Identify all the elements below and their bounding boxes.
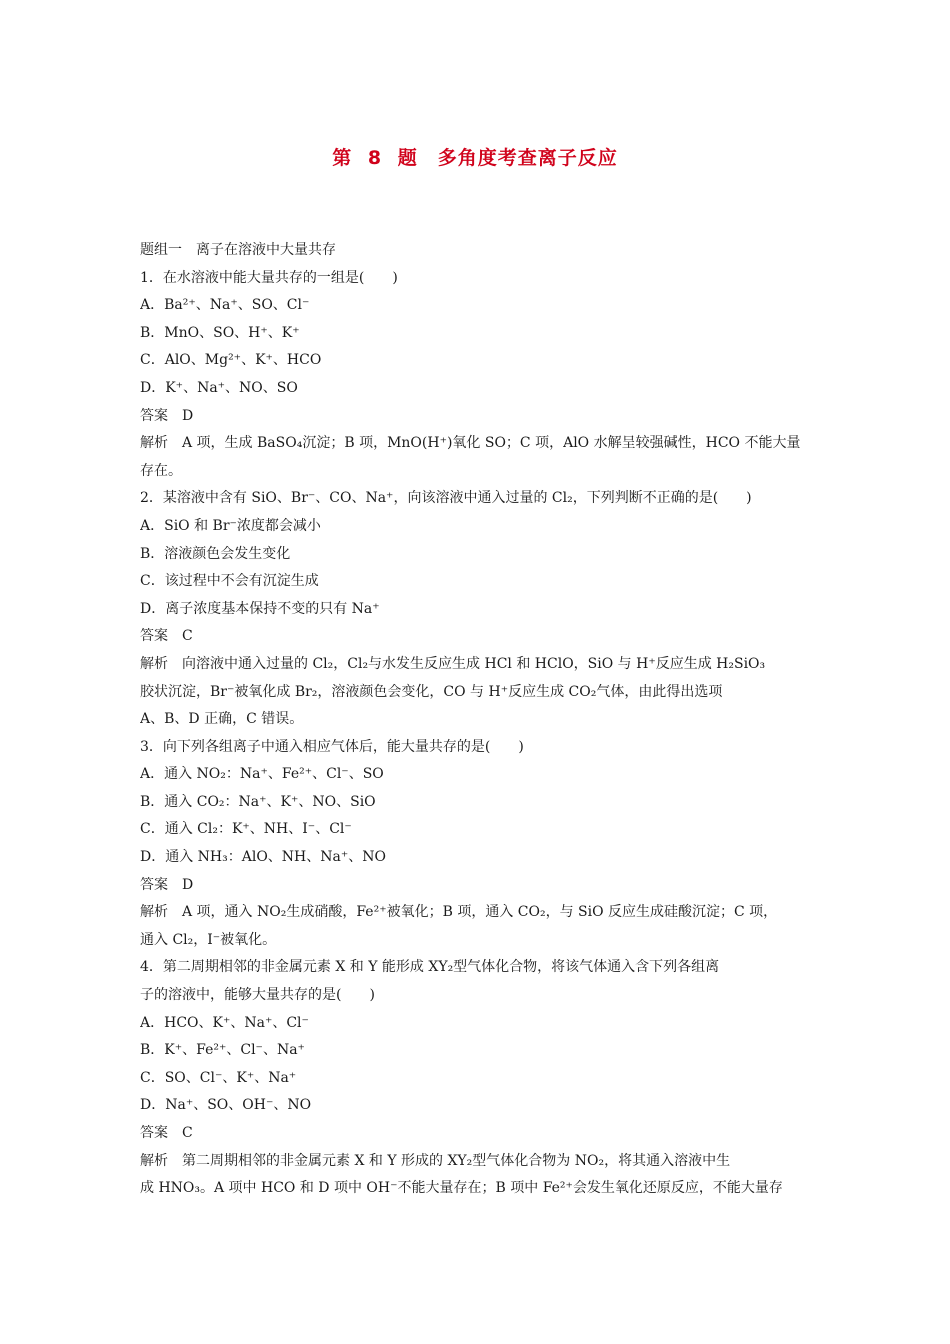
page-title: 第 8 题 多角度考查离子反应 xyxy=(332,147,618,169)
text-line: 通入 Cl₂，I⁻被氧化。 xyxy=(140,931,277,948)
text-line: C．SO、Cl⁻、K⁺、Na⁺ xyxy=(140,1069,297,1086)
text-line: 3．向下列各组离子中通入相应气体后，能大量共存的是( ) xyxy=(140,738,524,755)
text-line: 成 HNO₃。A 项中 HCO 和 D 项中 OH⁻不能大量存在；B 项中 Fe²⁺会发生氧化还原反应，不能大量存 xyxy=(140,1180,783,1197)
text-line: B．溶液颜色会发生变化 xyxy=(140,545,291,562)
text-line: 胶状沉淀，Br⁻被氧化成 Br₂，溶液颜色会变化，CO 与 H⁺反应生成 CO₂气体，由此得出选项 xyxy=(140,683,723,700)
text-line: 解析 A 项，通入 NO₂生成硝酸，Fe²⁺被氧化；B 项，通入 CO₂，与 SiO 反应生成硅酸沉淀；C 项， xyxy=(140,904,778,921)
text-line: A．HCO、K⁺、Na⁺、Cl⁻ xyxy=(140,1014,309,1031)
text-line: D．通入 NH₃：AlO、NH、Na⁺、NO xyxy=(140,849,386,866)
text-line: D．离子浓度基本保持不变的只有 Na⁺ xyxy=(140,600,380,617)
text-line: 答案 D xyxy=(140,407,194,424)
text-line: C．通入 Cl₂：K⁺、NH、I⁻、Cl⁻ xyxy=(140,821,352,838)
text-line: B．K⁺、Fe²⁺、Cl⁻、Na⁺ xyxy=(140,1042,305,1059)
text-line: 解析 向溶液中通入过量的 Cl₂，Cl₂与水发生反应生成 HCl 和 HClO，SiO 与 H⁺反应生成 H₂SiO₃ xyxy=(140,655,766,672)
text-line: A．通入 NO₂：Na⁺、Fe²⁺、Cl⁻、SO xyxy=(140,766,384,783)
text-line: D．K⁺、Na⁺、NO、SO xyxy=(140,379,298,396)
text-line: A、B、D 正确，C 错误。 xyxy=(140,711,304,728)
text-line: A．Ba²⁺、Na⁺、SO、Cl⁻ xyxy=(140,297,310,314)
document-body xyxy=(140,237,812,1203)
text-line: 题组一 离子在溶液中大量共存 xyxy=(140,242,336,258)
text-line: 解析 第二周期相邻的非金属元素 X 和 Y 形成的 XY₂型气体化合物为 NO₂，将其通入溶液中生 xyxy=(140,1152,731,1169)
text-line: 2．某溶液中含有 SiO、Br⁻、CO、Na⁺，向该溶液中通入过量的 Cl₂，下列判断不正确的是( ) xyxy=(140,490,752,507)
text-line: 答案 C xyxy=(140,1125,193,1141)
text-line: B．通入 CO₂：Na⁺、K⁺、NO、SiO xyxy=(140,793,376,810)
text-line: 4．第二周期相邻的非金属元素 X 和 Y 能形成 XY₂型气体化合物，将该气体通入含下列各组离 xyxy=(140,959,720,976)
text-line: D．Na⁺、SO、OH⁻、NO xyxy=(140,1097,312,1114)
text-line: A．SiO 和 Br⁻浓度都会减小 xyxy=(140,517,321,534)
text-line: 答案 C xyxy=(140,628,193,645)
text-line: 答案 D xyxy=(140,876,194,893)
text-line: 解析 A 项，生成 BaSO₄沉淀；B 项，MnO(H⁺)氧化 SO；C 项，AlO 水解呈较强碱性，HCO 不能大量 xyxy=(140,435,801,452)
text-line: C．该过程中不会有沉淀生成 xyxy=(140,573,319,590)
text-line: 子的溶液中，能够大量共存的是( ) xyxy=(140,987,375,1004)
text-line: C．AlO、Mg²⁺、K⁺、HCO xyxy=(140,352,322,369)
text-line: 1．在水溶液中能大量共存的一组是( ) xyxy=(140,269,398,286)
text-line: B．MnO、SO、H⁺、K⁺ xyxy=(140,324,300,341)
text-line: 存在。 xyxy=(140,462,182,479)
